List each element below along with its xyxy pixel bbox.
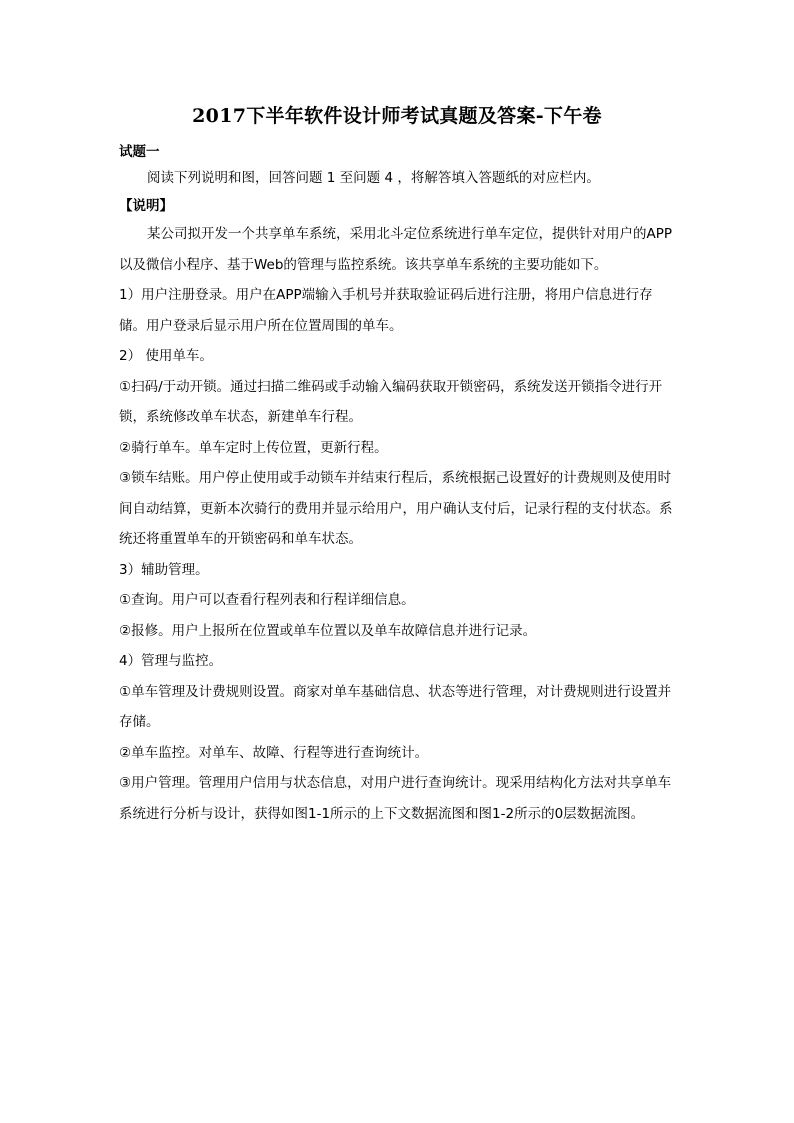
paragraph-query: ①查询。用户可以查看行程列表和行程详细信息。 xyxy=(119,592,415,608)
document-title: 2017下半年软件设计师考试真题及答案-下午卷 xyxy=(192,105,602,127)
paragraph-system-overview: 某公司拟开发一个共享单车系统，采用北斗定位系统进行单车定位，提供针对用户的APP以及微信小程序、基于Web的管理与监控系统。该共享单车系统的主要功能如下。 xyxy=(119,226,673,273)
paragraph-user-management: ③用户管理。管理用户信用与状态信息，对用户进行查询统计。现采用结构化方法对共享单车系统进行分析与设计，获得如图1-1所示的上下文数据流图和图1-2所示的0层数据流图。 xyxy=(119,775,672,822)
document-body xyxy=(119,139,679,829)
section-heading: 试题一 xyxy=(119,144,160,160)
paragraph-bike-monitoring: ②单车监控。对单车、故障、行程等进行查询统计。 xyxy=(119,744,429,761)
paragraph-repair-report: ②报修。用户上报所在位置或单车位置以及单车故障信息并进行记录。 xyxy=(119,622,537,639)
paragraph-lock-checkout: ③锁车结账。用户停止使用或手动锁车并结束行程后，系统根据己设置好的计费规则及使用时间自动结算，更新本次骑行的费用并显示给用户，用户确认支付后，记录行程的支付状态。系统还将重置单车的开锁密码和单车状态。 xyxy=(119,470,673,547)
paragraph-management-monitoring: 4）管理与监控。 xyxy=(119,653,223,669)
intro-paragraph: 阅读下列说明和图，回答问题 1 至问题 4 ，将解答填入答题纸的对应栏内。 xyxy=(147,170,600,186)
paragraph-user-registration: 1）用户注册登录。用户在APP端输入手机号并获取验证码后进行注册，将用户信息进行存储。用户登录后显示用户所在位置周围的单车。 xyxy=(119,287,653,334)
paragraph-auxiliary-management: 3）辅助管理。 xyxy=(119,561,209,578)
paragraph-ride-bike: ②骑行单车。单车定时上传位置，更新行程。 xyxy=(119,439,388,456)
paragraph-use-bike: 2） 使用单车。 xyxy=(119,348,213,364)
paragraph-bike-management: ①单车管理及计费规则设置。商家对单车基础信息、状态等进行管理，对计费规则进行设置并存储。 xyxy=(119,683,672,730)
paragraph-scan-unlock: ①扫码/于动开锁。通过扫描二维码或手动输入编码获取开锁密码，系统发送开锁指令进行开锁，系统修改单车状态，新建单车行程。 xyxy=(119,378,663,425)
explanation-heading: 【说明】 xyxy=(119,198,173,214)
